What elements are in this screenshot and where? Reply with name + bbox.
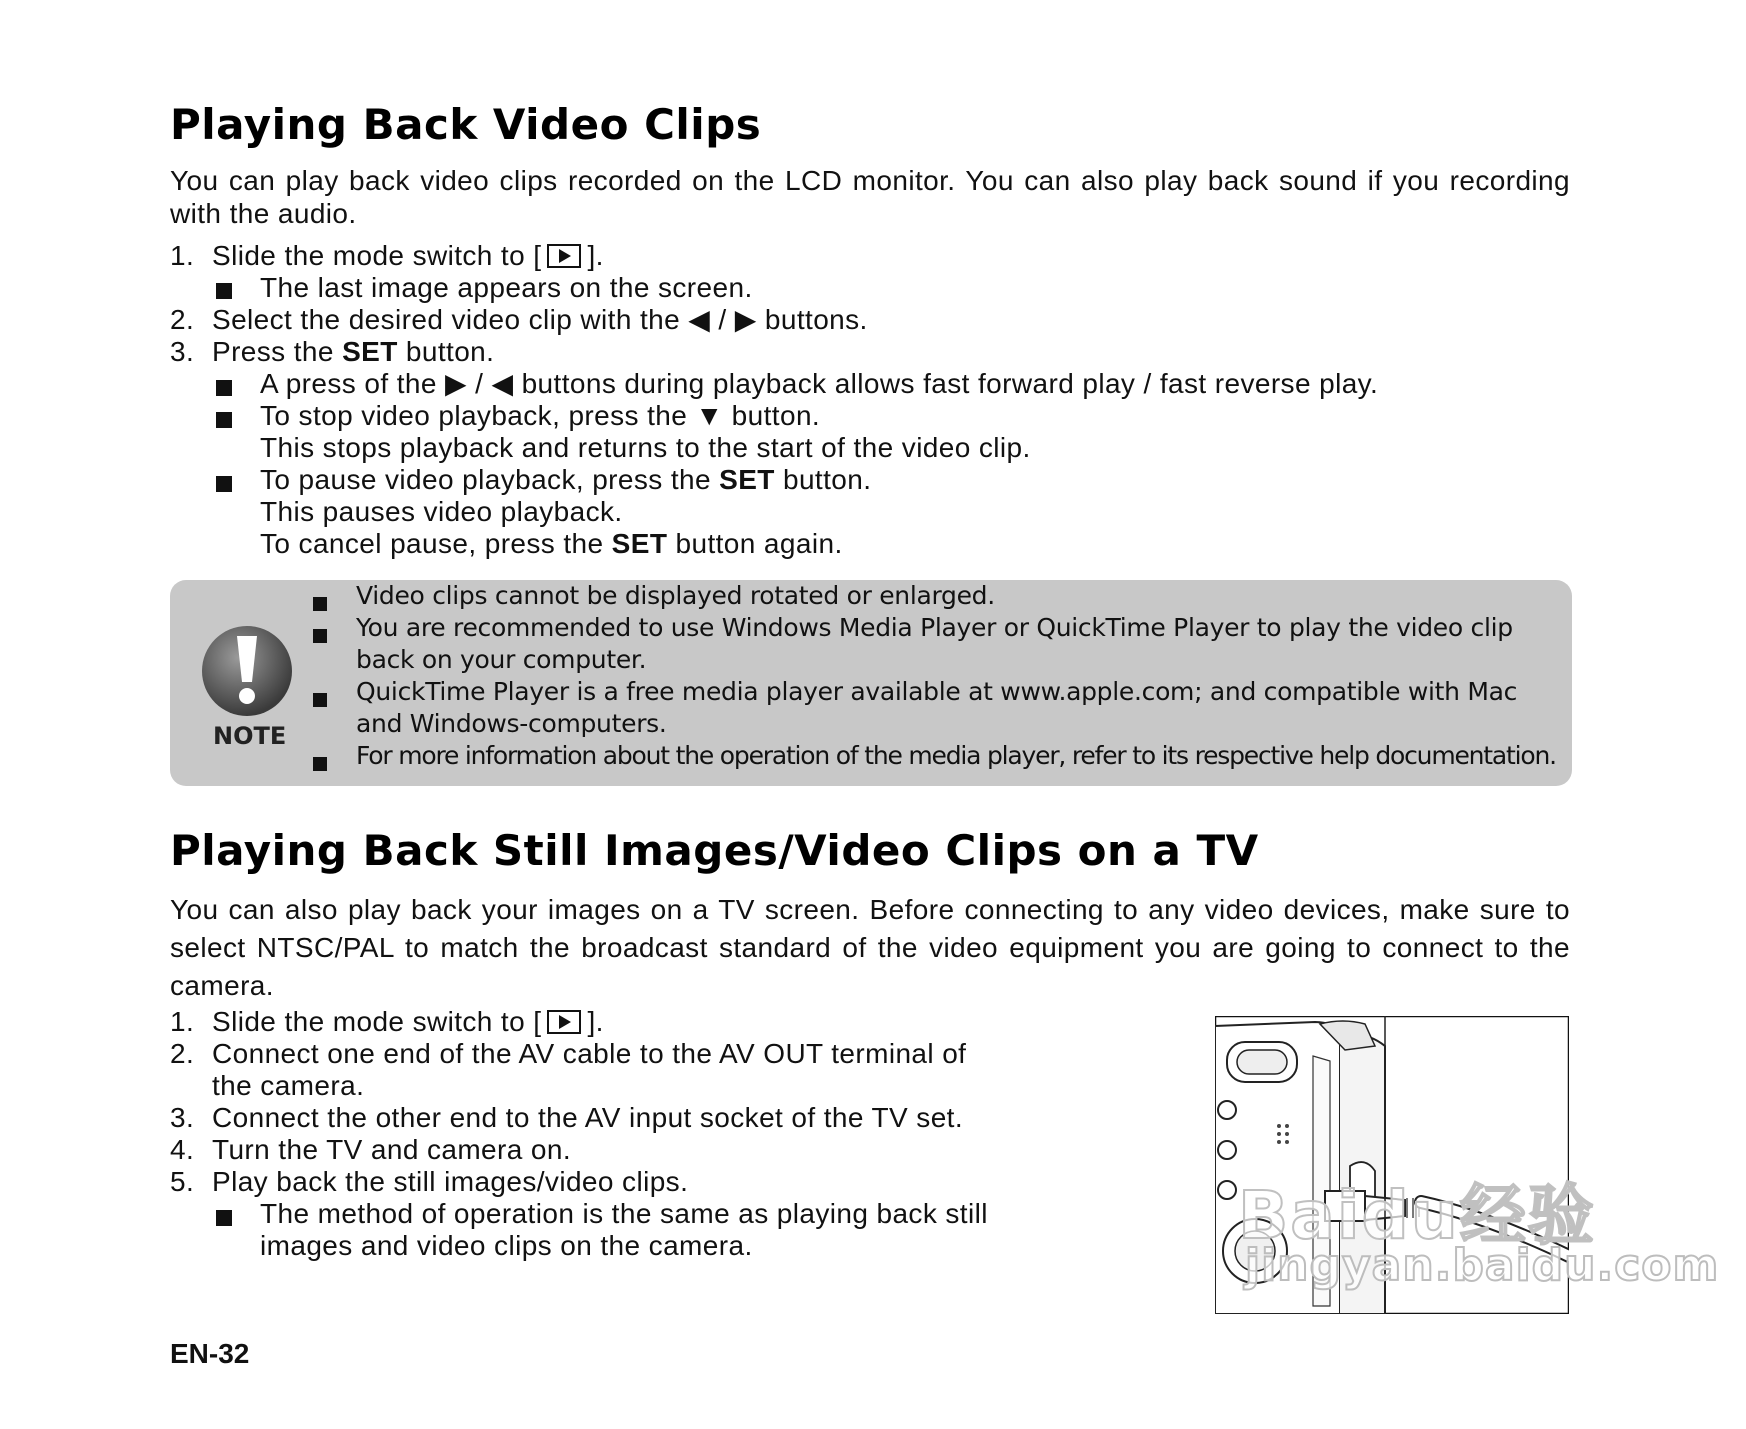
bullet-square-icon xyxy=(313,597,327,611)
section2-intro: You can also play back your images on a TV screen. Before connecting to any video devices, make sure to select NTSC/PAL to match the broadcast standard of the video equipment you are going to connect to the camera. xyxy=(170,894,1570,1001)
s2-step-3: 3. Connect the other end to the AV input socket of the TV set. xyxy=(170,1102,964,1133)
note-line-1: Video clips cannot be displayed rotated or enlarged. xyxy=(356,581,995,610)
s1-step-3: 3. Press the SET button. xyxy=(170,336,495,367)
s2-step2-cont: the camera. xyxy=(212,1070,365,1101)
s1-pause-continuation: This pauses video playback. xyxy=(260,496,623,527)
bullet-square-icon xyxy=(216,380,232,396)
note-line-3: QuickTime Player is a free media player available at www.apple.com; and compatible with Mac xyxy=(356,677,1518,706)
bullet-square-icon xyxy=(313,693,327,707)
section-title-video-playback: Playing Back Video Clips xyxy=(170,100,762,149)
s2-step-5: 5. Play back the still images/video clips. xyxy=(170,1166,689,1197)
play-mode-icon xyxy=(547,244,581,268)
note-label: NOTE xyxy=(213,722,287,750)
section1-intro: You can play back video clips recorded on the LCD monitor. You can also play back sound if you recording with the audio. xyxy=(170,165,1570,229)
bullet-square-icon xyxy=(216,1210,232,1226)
s1-step3-bullet-pause: To pause video playback, press the SET button. xyxy=(260,464,872,495)
s1-step3-bullet-stop: To stop video playback, press the ▼ button. xyxy=(260,400,821,431)
bullet-square-icon xyxy=(313,629,327,643)
bullet-square-icon xyxy=(313,757,327,771)
s2-step-2: 2. Connect one end of the AV cable to the AV OUT terminal of xyxy=(170,1038,967,1069)
s1-step-1: 1. Slide the mode switch to [ ]. xyxy=(170,240,604,271)
s1-step3-bullet-fast: A press of the ▶ / ◀ buttons during playback allows fast forward play / fast reverse play. xyxy=(260,368,1379,399)
note-line-3-cont: and Windows-computers. xyxy=(356,709,667,738)
bullet-square-icon xyxy=(216,476,232,492)
section-title-tv-playback: Playing Back Still Images/Video Clips on a TV xyxy=(170,826,1259,875)
bullet-square-icon xyxy=(216,283,232,299)
note-line-4: For more information about the operation of the media player, refer to its respective help documentation. xyxy=(356,741,1556,770)
s1-cancel-pause: To cancel pause, press the SET button again. xyxy=(260,528,843,559)
play-mode-icon xyxy=(547,1010,581,1034)
s1-stop-continuation: This stops playback and returns to the start of the video clip. xyxy=(260,432,1031,463)
s2-step5-bullet: The method of operation is the same as playing back still xyxy=(260,1198,988,1229)
note-line-2: You are recommended to use Windows Media Player or QuickTime Player to play the video clip xyxy=(356,613,1513,642)
s2-step5-bullet-cont: images and video clips on the camera. xyxy=(260,1230,753,1261)
s2-step-4: 4. Turn the TV and camera on. xyxy=(170,1134,572,1165)
baidu-watermark-logo: Baidu经验 xyxy=(1238,1177,1596,1254)
s2-step-1: 1. Slide the mode switch to [ ]. xyxy=(170,1006,604,1037)
baidu-watermark-url: jingyan.baidu.com xyxy=(1245,1240,1720,1291)
bullet-square-icon xyxy=(216,412,232,428)
note-line-2-cont: back on your computer. xyxy=(356,645,647,674)
note-exclamation-icon xyxy=(200,624,294,718)
s1-step1-bullet: The last image appears on the screen. xyxy=(260,272,753,303)
page-number: EN-32 xyxy=(170,1338,250,1369)
s1-step-2: 2. Select the desired video clip with the ◀ / ▶ buttons. xyxy=(170,304,868,335)
